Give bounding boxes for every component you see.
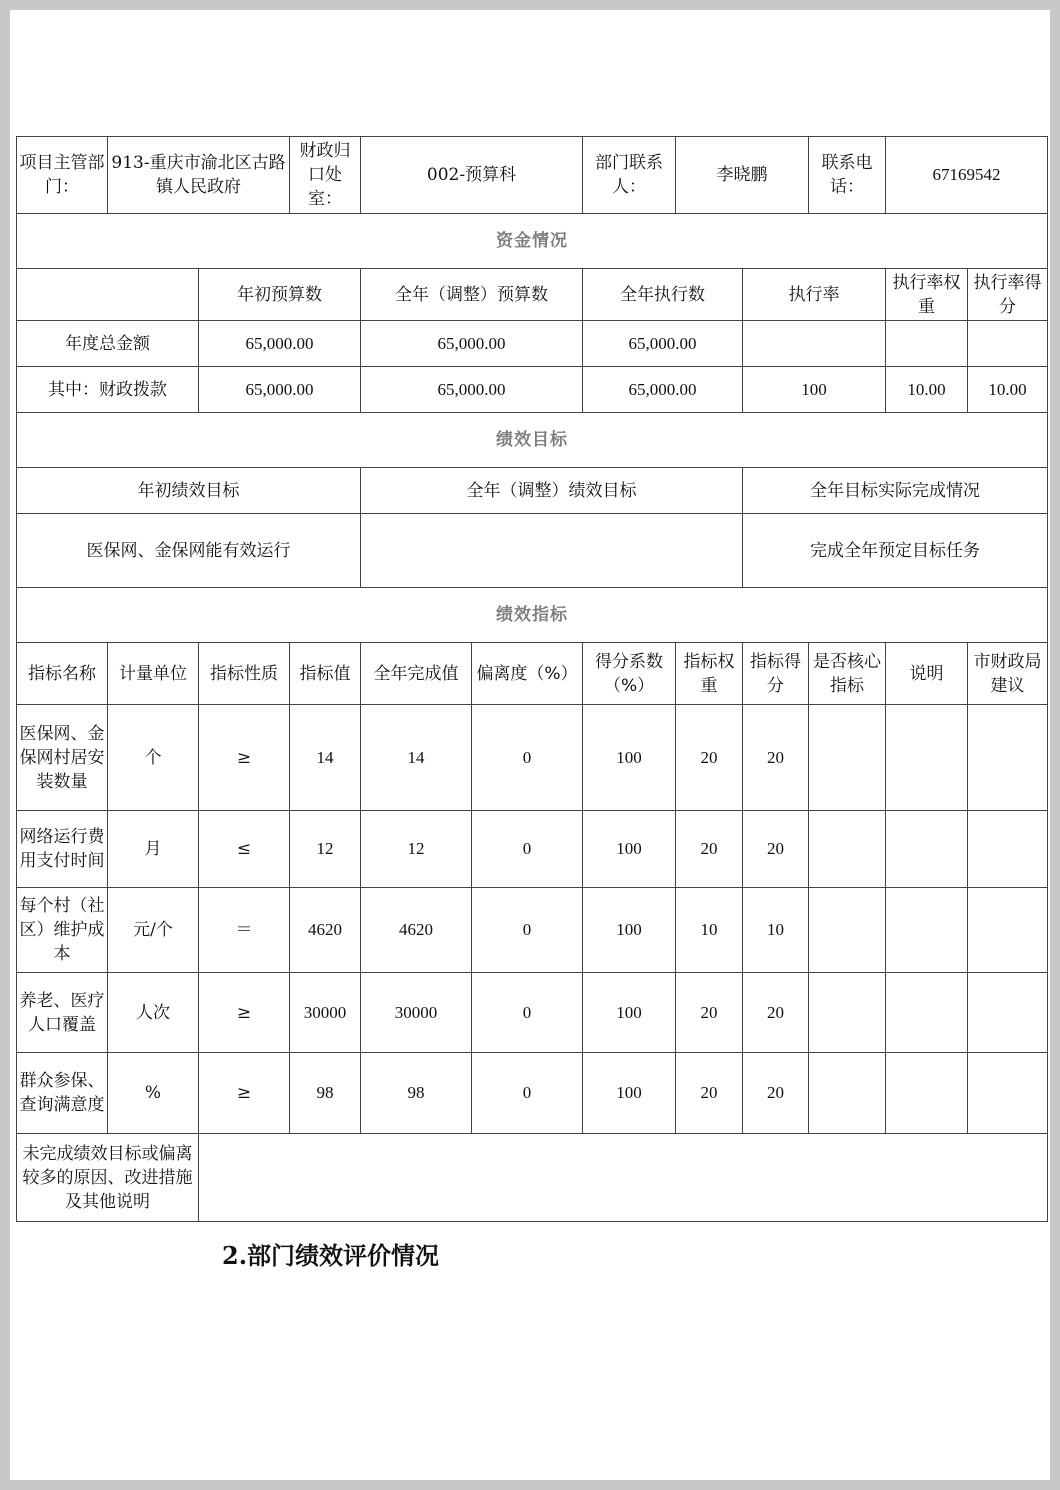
indicator-unit: 人次 — [108, 973, 199, 1053]
indicator-unit: 个 — [108, 705, 199, 811]
header-row — [17, 137, 1048, 214]
indicator-name: 医保网、金保网村居安装数量 — [17, 705, 108, 811]
funds-row-label: 年度总金额 — [17, 321, 199, 367]
goals-col-header: 全年目标实际完成情况 — [743, 468, 1048, 514]
indicator-nature: ≥ — [199, 973, 290, 1053]
indicator-core — [809, 1053, 886, 1134]
indicator-col-header: 指标性质 — [199, 643, 290, 705]
indicator-coef: 100 — [583, 811, 676, 888]
indicator-weight: 20 — [676, 811, 743, 888]
indicator-weight: 10 — [676, 888, 743, 973]
indicator-weight: 20 — [676, 705, 743, 811]
document-page — [10, 10, 1050, 1480]
indicator-col-header: 指标名称 — [17, 643, 108, 705]
indicator-row — [17, 1053, 1048, 1134]
goals-col-header: 年初绩效目标 — [17, 468, 361, 514]
indicator-nature: ≤ — [199, 811, 290, 888]
indicator-row — [17, 888, 1048, 973]
indicator-coef: 100 — [583, 705, 676, 811]
indicator-unit: 元/个 — [108, 888, 199, 973]
indicator-core — [809, 973, 886, 1053]
indicator-col-header: 指标得分 — [743, 643, 809, 705]
indicator-weight: 20 — [676, 973, 743, 1053]
section-heading: 2.部门绩效评价情况 — [222, 1241, 440, 1270]
funds-col-header: 全年执行数 — [583, 269, 743, 321]
indicator-col-header: 市财政局建议 — [968, 643, 1048, 705]
funds-cell — [886, 321, 968, 367]
indicator-target: 4620 — [290, 888, 361, 973]
office-value: 002-预算科 — [361, 137, 583, 214]
indicator-advice — [968, 705, 1048, 811]
office-label: 财政归口处室： — [290, 137, 361, 214]
indicator-target: 12 — [290, 811, 361, 888]
indicator-score: 20 — [743, 973, 809, 1053]
indicator-col-header: 指标权重 — [676, 643, 743, 705]
dept-value: 913-重庆市渝北区古路镇人民政府 — [108, 137, 290, 214]
indicators-section-title: 绩效指标 — [17, 588, 1048, 643]
funds-col-header: 执行率得分 — [968, 269, 1048, 321]
indicator-actual: 14 — [361, 705, 472, 811]
indicator-col-header: 偏离度（%） — [472, 643, 583, 705]
funds-cell: 65,000.00 — [361, 367, 583, 413]
indicator-coef: 100 — [583, 888, 676, 973]
goals-section-title: 绩效目标 — [17, 413, 1048, 468]
indicator-row — [17, 705, 1048, 811]
indicator-note — [886, 888, 968, 973]
funds-row — [17, 367, 1048, 413]
indicator-deviation: 0 — [472, 1053, 583, 1134]
indicator-note — [886, 811, 968, 888]
phone-value: 67169542 — [886, 137, 1048, 214]
funds-cell: 65,000.00 — [199, 321, 361, 367]
indicator-core — [809, 888, 886, 973]
indicator-core — [809, 705, 886, 811]
indicator-col-header: 得分系数（%） — [583, 643, 676, 705]
funds-col-header: 执行率权重 — [886, 269, 968, 321]
funds-cell — [968, 321, 1048, 367]
goals-value-row — [17, 514, 1048, 588]
remark-value — [199, 1134, 1048, 1222]
indicator-row — [17, 973, 1048, 1053]
funds-cell — [743, 321, 886, 367]
indicator-note — [886, 705, 968, 811]
goals-value — [361, 514, 743, 588]
indicator-note — [886, 973, 968, 1053]
indicator-name: 每个村（社区）维护成本 — [17, 888, 108, 973]
funds-cell: 65,000.00 — [583, 367, 743, 413]
indicator-name: 群众参保、查询满意度 — [17, 1053, 108, 1134]
indicator-weight: 20 — [676, 1053, 743, 1134]
funds-col-header: 年初预算数 — [199, 269, 361, 321]
indicators-header-row — [17, 643, 1048, 705]
indicator-score: 20 — [743, 811, 809, 888]
indicator-advice — [968, 888, 1048, 973]
phone-label: 联系电话： — [809, 137, 886, 214]
funds-col-header: 执行率 — [743, 269, 886, 321]
goals-col-header: 全年（调整）绩效目标 — [361, 468, 743, 514]
indicator-deviation: 0 — [472, 705, 583, 811]
indicator-advice — [968, 811, 1048, 888]
indicator-score: 20 — [743, 705, 809, 811]
indicator-actual: 98 — [361, 1053, 472, 1134]
indicator-col-header: 说明 — [886, 643, 968, 705]
indicator-deviation: 0 — [472, 811, 583, 888]
indicator-actual: 12 — [361, 811, 472, 888]
indicator-col-header: 指标值 — [290, 643, 361, 705]
goals-value: 完成全年预定目标任务 — [743, 514, 1048, 588]
performance-table — [16, 136, 1048, 1222]
indicator-col-header: 全年完成值 — [361, 643, 472, 705]
indicator-target: 14 — [290, 705, 361, 811]
indicator-coef: 100 — [583, 973, 676, 1053]
funds-header-blank — [17, 269, 199, 321]
indicator-actual: 4620 — [361, 888, 472, 973]
funds-cell: 65,000.00 — [583, 321, 743, 367]
remark-label: 未完成绩效目标或偏离较多的原因、改进措施及其他说明 — [17, 1134, 199, 1222]
funds-col-header: 全年（调整）预算数 — [361, 269, 583, 321]
indicator-core — [809, 811, 886, 888]
contact-value: 李晓鹏 — [676, 137, 809, 214]
funds-row-label: 其中：财政拨款 — [17, 367, 199, 413]
dept-label: 项目主管部门： — [17, 137, 108, 214]
indicator-deviation: 0 — [472, 888, 583, 973]
goals-value: 医保网、金保网能有效运行 — [17, 514, 361, 588]
funds-cell: 100 — [743, 367, 886, 413]
indicator-advice — [968, 1053, 1048, 1134]
funds-cell: 10.00 — [968, 367, 1048, 413]
indicator-deviation: 0 — [472, 973, 583, 1053]
indicator-advice — [968, 973, 1048, 1053]
indicator-score: 10 — [743, 888, 809, 973]
indicator-coef: 100 — [583, 1053, 676, 1134]
funds-section-title: 资金情况 — [17, 214, 1048, 269]
indicator-unit: 月 — [108, 811, 199, 888]
indicator-target: 30000 — [290, 973, 361, 1053]
remark-row — [17, 1134, 1048, 1222]
indicator-target: 98 — [290, 1053, 361, 1134]
goals-header-row — [17, 468, 1048, 514]
indicator-score: 20 — [743, 1053, 809, 1134]
indicator-unit: % — [108, 1053, 199, 1134]
indicator-nature: ＝ — [199, 888, 290, 973]
indicator-name: 养老、医疗人口覆盖 — [17, 973, 108, 1053]
funds-cell: 10.00 — [886, 367, 968, 413]
indicator-name: 网络运行费用支付时间 — [17, 811, 108, 888]
funds-cell: 65,000.00 — [361, 321, 583, 367]
indicator-nature: ≥ — [199, 1053, 290, 1134]
indicator-col-header: 计量单位 — [108, 643, 199, 705]
indicator-row — [17, 811, 1048, 888]
funds-cell: 65,000.00 — [199, 367, 361, 413]
funds-row — [17, 321, 1048, 367]
indicator-actual: 30000 — [361, 973, 472, 1053]
indicator-note — [886, 1053, 968, 1134]
indicator-col-header: 是否核心指标 — [809, 643, 886, 705]
funds-header-row — [17, 269, 1048, 321]
contact-label: 部门联系人： — [583, 137, 676, 214]
indicator-nature: ≥ — [199, 705, 290, 811]
